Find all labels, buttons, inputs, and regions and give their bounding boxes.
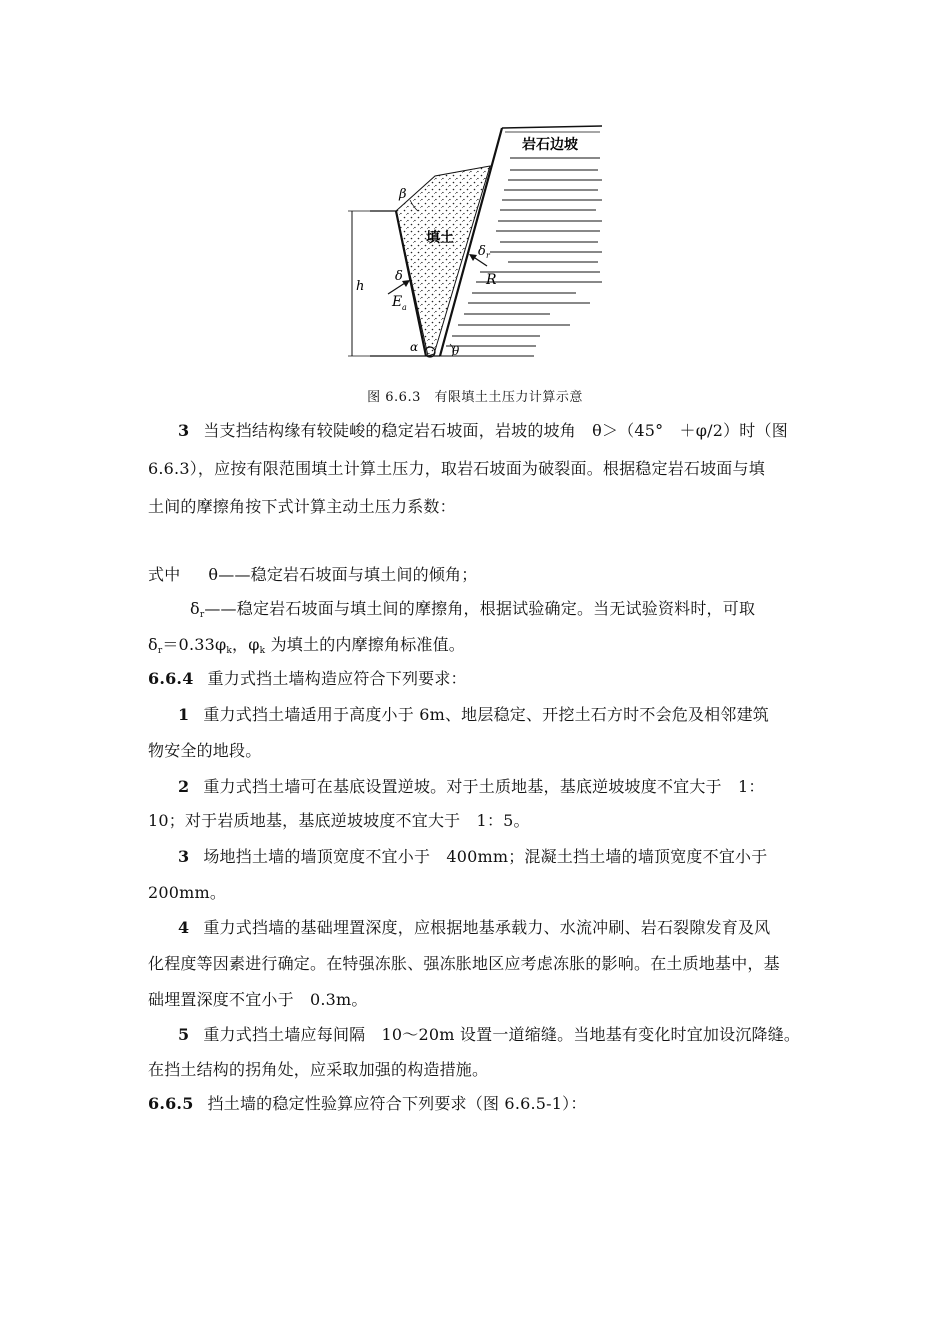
item-4-text-1: 重力式挡墙的基础埋置深度，应根据地基承载力、水流冲刷、岩石裂隙发育及风: [203, 918, 771, 937]
item-4-line-1: [178, 915, 770, 938]
item-3-text-1: 场地挡土墙的墙顶宽度不宜小于 400mm；混凝土挡土墙的墙顶宽度不宜小于: [203, 847, 768, 866]
delta-r-subscript-2: r: [157, 646, 163, 656]
delta-r-subscript: r: [199, 610, 205, 620]
item-5-number: 5: [178, 1025, 190, 1044]
section-6-6-5-heading: [148, 1091, 587, 1114]
where-line-theta: [148, 562, 477, 585]
figure-6-6-3: [340, 118, 630, 370]
item-5-line-2: 在挡土结构的拐角处，应采取加强的构造措施。: [148, 1060, 489, 1079]
delta-r-value: ＝0.33φ: [162, 635, 227, 654]
para-3-line-2: 6.6.3），应按有限范围填土计算土压力，取岩石坡面为破裂面。根据稳定岩石坡面与填: [148, 459, 765, 478]
phi-k-definition: 为填土的内摩擦角标准值。: [265, 635, 465, 654]
ea-sub-label: a: [402, 303, 407, 312]
phi-k-subscript-2: k: [259, 646, 266, 656]
item-4-number: 4: [178, 918, 190, 937]
ea-label: E: [392, 294, 403, 310]
item-4-line-2: 化程度等因素进行确定。在特强冻胀、强冻胀地区应考虑冻胀的影响。在土质地基中，基: [148, 954, 780, 973]
alpha-label: α: [410, 340, 419, 354]
item-2-number: 2: [178, 777, 190, 796]
section-6-6-5-number: 6.6.5: [148, 1094, 194, 1113]
item-1-number: 1: [178, 705, 190, 724]
item-2-text-1: 重力式挡土墙可在基底设置逆坡。对于土质地基，基底逆坡坡度不宜大于 1：: [203, 777, 765, 796]
beta-label: β: [399, 187, 407, 202]
para-3-line-3: 土间的摩擦角按下式计算主动土压力系数：: [148, 497, 456, 516]
item-1-line-2: 物安全的地段。: [148, 741, 262, 760]
where-line-delta-r-2: [148, 632, 465, 656]
where-line-delta-r: [190, 596, 755, 620]
finite-fill-diagram: [340, 118, 630, 370]
phi-k-symbol: ，φ: [232, 635, 260, 654]
where-prefix: 式中: [148, 565, 181, 584]
item-2-line-2: 10；对于岩质地基，基底逆坡坡度不宜大于 1：5。: [148, 811, 530, 830]
item-5-text-1: 重力式挡土墙应每间隔 10～20m 设置一道缩缝。当地基有变化时宜加设沉降缝。: [203, 1025, 801, 1044]
theta-definition: θ——稳定岩石坡面与填土间的倾角；: [208, 565, 478, 584]
fill-soil-wedge: [396, 166, 490, 356]
delta-r-sub-label: r: [486, 251, 490, 260]
delta-r-symbol: δ: [190, 599, 200, 618]
fill-label: 填土: [426, 230, 454, 246]
delta-r-symbol-2: δ: [148, 635, 158, 654]
delta-r-definition: ——稳定岩石坡面与填土间的摩擦角，根据试验确定。当无试验资料时，可取: [204, 599, 756, 618]
r-arrowhead: [469, 254, 477, 261]
item-5-line-1: [178, 1022, 800, 1045]
item-3-line-2: 200mm。: [148, 883, 227, 902]
section-6-6-4-title: 重力式挡土墙构造应符合下列要求：: [207, 669, 467, 688]
item-1-line-1: [178, 702, 769, 725]
para-3-line-1: [178, 418, 788, 441]
h-label: h: [356, 279, 365, 294]
para-3-text-1: 当支挡结构缘有较陡峻的稳定岩石坡面，岩坡的坡角 θ＞（45° ＋φ/2）时（图: [203, 421, 788, 440]
para-3-number: 3: [178, 421, 190, 440]
delta-r-label: δ: [478, 244, 486, 259]
item-2-line-1: [178, 774, 765, 797]
delta-label: δ: [395, 269, 403, 284]
item-4-line-3: 础埋置深度不宜小于 0.3m。: [148, 990, 368, 1009]
figure-caption: 图 6.6.3 有限填土土压力计算示意: [367, 390, 583, 405]
item-1-text-1: 重力式挡土墙适用于高度小于 6m、地层稳定、开挖土石方时不会危及相邻建筑: [203, 705, 769, 724]
theta-label: θ: [452, 344, 460, 358]
rock-top-line: [502, 126, 602, 128]
item-3-line-1: [178, 844, 767, 867]
r-label: R: [486, 272, 497, 288]
item-3-number: 3: [178, 847, 190, 866]
phi-k-subscript: k: [226, 646, 233, 656]
rock-slope-label: 岩石边坡: [522, 137, 578, 153]
section-6-6-4-heading: [148, 666, 467, 689]
section-6-6-5-title: 挡土墙的稳定性验算应符合下列要求（图 6.6.5-1）：: [207, 1094, 587, 1113]
section-6-6-4-number: 6.6.4: [148, 669, 194, 688]
